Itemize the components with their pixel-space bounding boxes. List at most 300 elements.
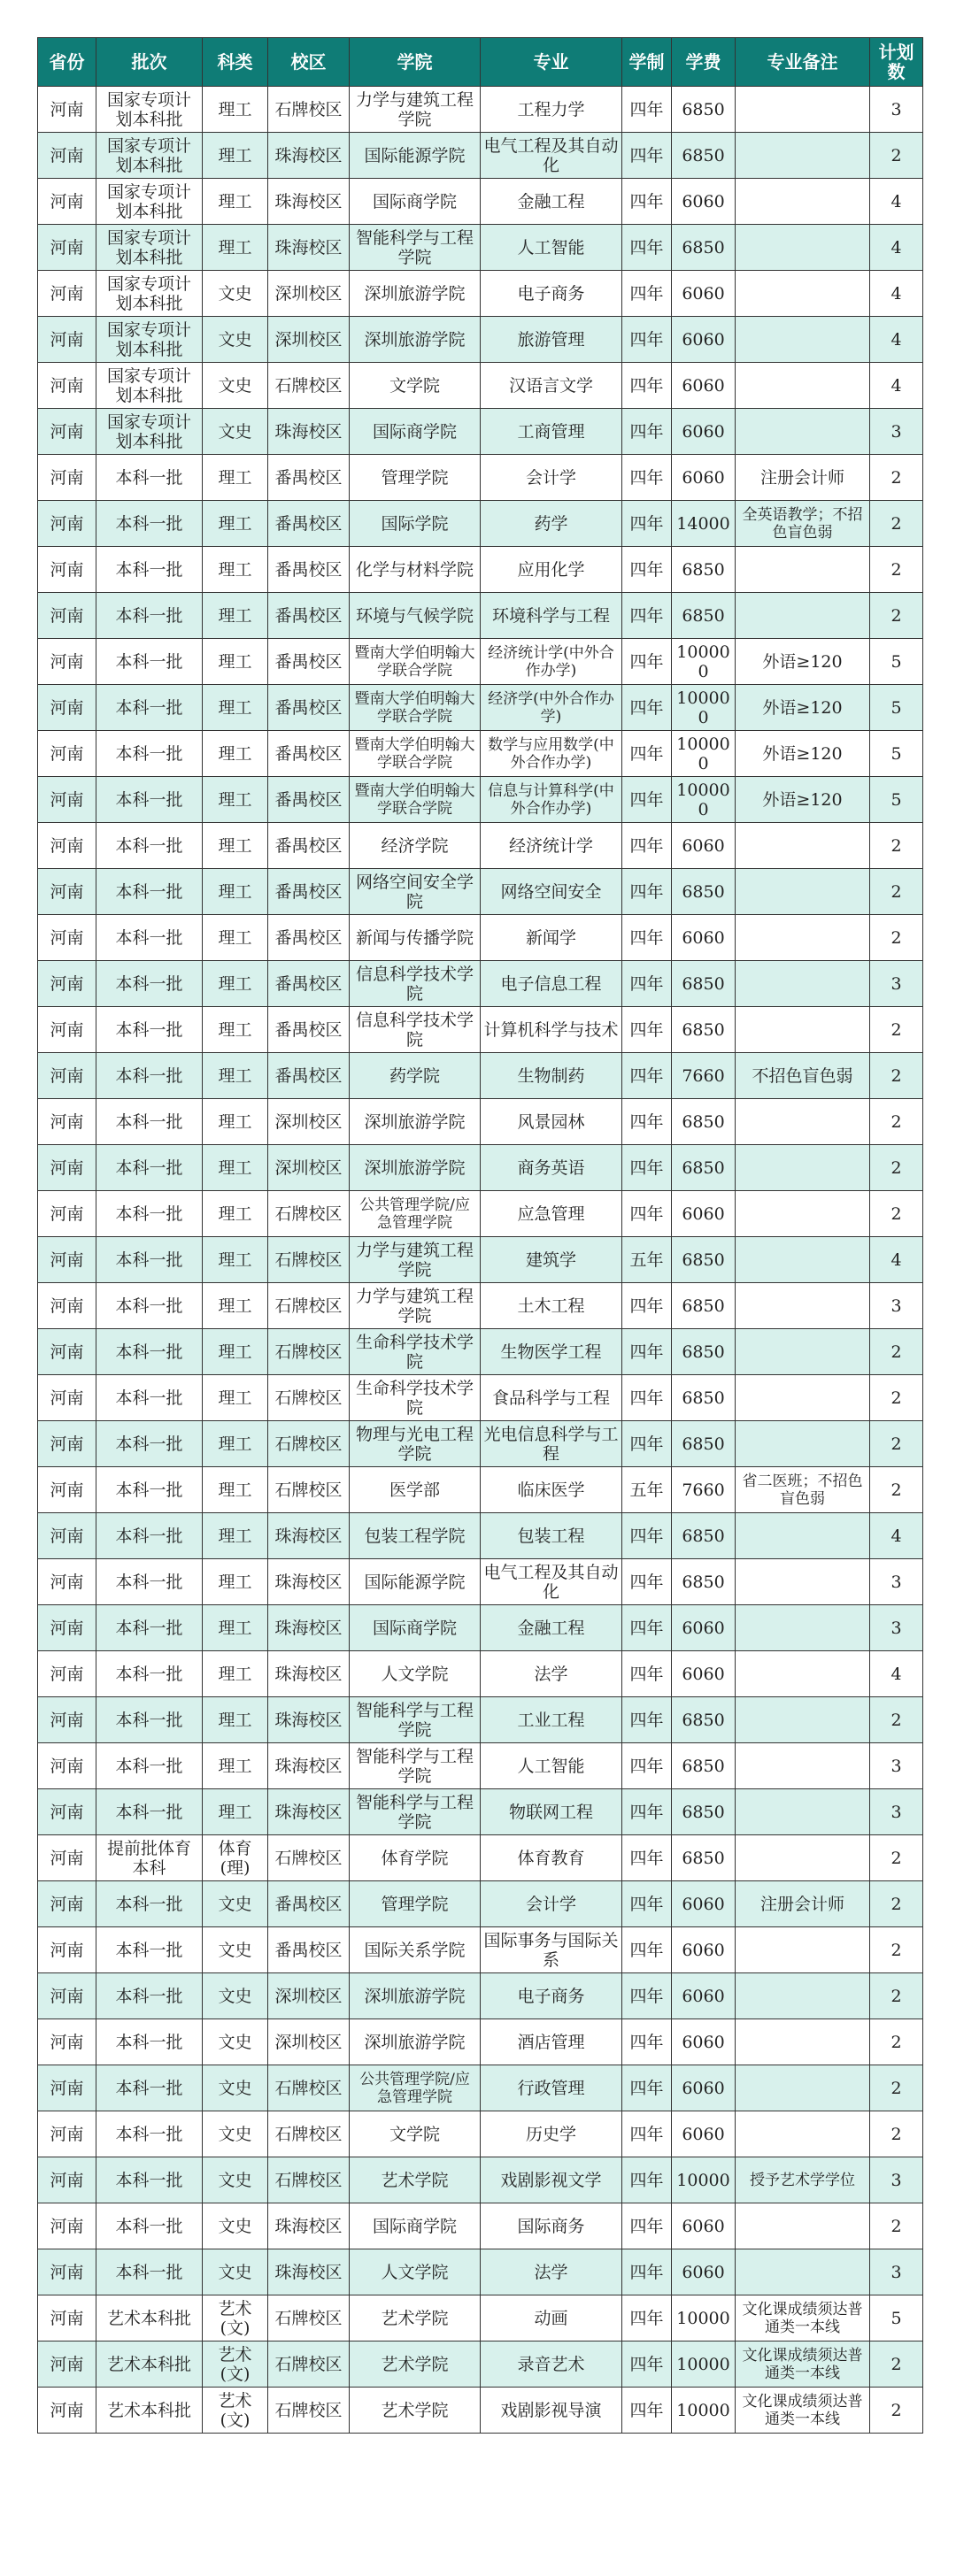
cell-major: 金融工程 <box>481 1605 622 1651</box>
cell-duration: 五年 <box>622 1467 672 1513</box>
cell-province: 河南 <box>38 1053 96 1099</box>
cell-remarks <box>736 317 870 363</box>
cell-category: 理工 <box>203 1651 268 1697</box>
cell-tuition: 10000 <box>672 2341 736 2388</box>
cell-tuition: 6060 <box>672 823 736 869</box>
cell-category: 理工 <box>203 639 268 685</box>
cell-major: 物联网工程 <box>481 1789 622 1835</box>
cell-category: 理工 <box>203 1145 268 1191</box>
cell-duration: 四年 <box>622 2111 672 2157</box>
cell-plan-count: 2 <box>870 455 923 501</box>
cell-campus: 番禺校区 <box>268 731 350 777</box>
cell-duration: 四年 <box>622 1835 672 1881</box>
cell-remarks <box>736 823 870 869</box>
cell-campus: 番禺校区 <box>268 501 350 547</box>
cell-duration: 四年 <box>622 2341 672 2388</box>
cell-plan-count: 2 <box>870 1697 923 1743</box>
cell-college: 国际商学院 <box>350 1605 481 1651</box>
cell-province: 河南 <box>38 1145 96 1191</box>
cell-remarks <box>736 1145 870 1191</box>
cell-campus: 珠海校区 <box>268 1513 350 1559</box>
cell-province: 河南 <box>38 777 96 823</box>
cell-category: 理工 <box>203 1329 268 1375</box>
cell-category: 理工 <box>203 179 268 225</box>
cell-plan-count: 2 <box>870 1973 923 2019</box>
cell-college: 文学院 <box>350 2111 481 2157</box>
cell-tuition: 6060 <box>672 2065 736 2111</box>
table-row <box>38 1651 923 1697</box>
cell-batch: 本科一批 <box>96 1283 203 1329</box>
cell-plan-count: 2 <box>870 1467 923 1513</box>
cell-campus: 石牌校区 <box>268 1191 350 1237</box>
cell-remarks <box>736 1927 870 1973</box>
cell-duration: 四年 <box>622 1191 672 1237</box>
cell-duration: 四年 <box>622 317 672 363</box>
cell-college: 公共管理学院/应急管理学院 <box>350 1191 481 1237</box>
cell-duration: 四年 <box>622 1789 672 1835</box>
cell-campus: 珠海校区 <box>268 1651 350 1697</box>
cell-major: 食品科学与工程 <box>481 1375 622 1421</box>
cell-province: 河南 <box>38 1927 96 1973</box>
cell-tuition: 100000 <box>672 639 736 685</box>
cell-province: 河南 <box>38 2065 96 2111</box>
cell-remarks: 注册会计师 <box>736 455 870 501</box>
cell-plan-count: 5 <box>870 639 923 685</box>
cell-category: 文史 <box>203 2157 268 2203</box>
cell-province: 河南 <box>38 823 96 869</box>
cell-major: 人工智能 <box>481 1743 622 1789</box>
cell-tuition: 6850 <box>672 225 736 271</box>
cell-college: 环境与气候学院 <box>350 593 481 639</box>
cell-tuition: 10000 <box>672 2295 736 2341</box>
cell-category: 理工 <box>203 1467 268 1513</box>
cell-college: 国际能源学院 <box>350 1559 481 1605</box>
cell-college: 公共管理学院/应急管理学院 <box>350 2065 481 2111</box>
cell-remarks: 省二医班；不招色盲色弱 <box>736 1467 870 1513</box>
cell-category: 文史 <box>203 2111 268 2157</box>
cell-college: 深圳旅游学院 <box>350 1145 481 1191</box>
cell-remarks: 全英语教学；不招色盲色弱 <box>736 501 870 547</box>
cell-plan-count: 5 <box>870 777 923 823</box>
table-row <box>38 1697 923 1743</box>
cell-province: 河南 <box>38 87 96 133</box>
cell-province: 河南 <box>38 1513 96 1559</box>
cell-campus: 石牌校区 <box>268 1375 350 1421</box>
cell-tuition: 7660 <box>672 1467 736 1513</box>
cell-major: 录音艺术 <box>481 2341 622 2388</box>
cell-remarks <box>736 869 870 915</box>
cell-campus: 石牌校区 <box>268 1329 350 1375</box>
cell-batch: 本科一批 <box>96 2203 203 2249</box>
cell-remarks <box>736 1421 870 1467</box>
cell-college: 人文学院 <box>350 1651 481 1697</box>
cell-tuition: 6060 <box>672 409 736 455</box>
column-header-tuition: 学费 <box>672 38 736 87</box>
cell-batch: 本科一批 <box>96 823 203 869</box>
column-header-category: 科类 <box>203 38 268 87</box>
cell-campus: 深圳校区 <box>268 271 350 317</box>
cell-college: 文学院 <box>350 363 481 409</box>
cell-remarks <box>736 87 870 133</box>
table-row <box>38 1375 923 1421</box>
cell-plan-count: 2 <box>870 2203 923 2249</box>
cell-duration: 四年 <box>622 685 672 731</box>
cell-province: 河南 <box>38 1191 96 1237</box>
cell-major: 临床医学 <box>481 1467 622 1513</box>
cell-duration: 四年 <box>622 1651 672 1697</box>
cell-batch: 本科一批 <box>96 685 203 731</box>
cell-college: 力学与建筑工程学院 <box>350 87 481 133</box>
cell-category: 理工 <box>203 1697 268 1743</box>
cell-batch: 本科一批 <box>96 1053 203 1099</box>
cell-remarks <box>736 961 870 1007</box>
cell-province: 河南 <box>38 1881 96 1927</box>
cell-major: 体育教育 <box>481 1835 622 1881</box>
cell-remarks <box>736 1973 870 2019</box>
cell-remarks <box>736 1283 870 1329</box>
cell-plan-count: 4 <box>870 1651 923 1697</box>
cell-batch: 提前批体育本科 <box>96 1835 203 1881</box>
cell-remarks <box>736 2203 870 2249</box>
cell-tuition: 6060 <box>672 1605 736 1651</box>
cell-batch: 本科一批 <box>96 2249 203 2295</box>
cell-campus: 番禺校区 <box>268 915 350 961</box>
cell-plan-count: 4 <box>870 317 923 363</box>
column-header-duration: 学制 <box>622 38 672 87</box>
cell-college: 力学与建筑工程学院 <box>350 1237 481 1283</box>
cell-major: 经济统计学(中外合作办学) <box>481 639 622 685</box>
cell-campus: 珠海校区 <box>268 2203 350 2249</box>
table-row <box>38 777 923 823</box>
cell-batch: 国家专项计划本科批 <box>96 409 203 455</box>
cell-campus: 石牌校区 <box>268 1283 350 1329</box>
cell-remarks <box>736 547 870 593</box>
cell-tuition: 14000 <box>672 501 736 547</box>
cell-batch: 本科一批 <box>96 1651 203 1697</box>
cell-category: 理工 <box>203 915 268 961</box>
cell-remarks <box>736 1559 870 1605</box>
cell-province: 河南 <box>38 2157 96 2203</box>
cell-college: 智能科学与工程学院 <box>350 225 481 271</box>
cell-duration: 四年 <box>622 2065 672 2111</box>
cell-plan-count: 5 <box>870 731 923 777</box>
cell-college: 暨南大学伯明翰大学联合学院 <box>350 685 481 731</box>
cell-province: 河南 <box>38 593 96 639</box>
table-row <box>38 1145 923 1191</box>
cell-batch: 本科一批 <box>96 731 203 777</box>
cell-category: 文史 <box>203 363 268 409</box>
cell-category: 理工 <box>203 823 268 869</box>
cell-college: 暨南大学伯明翰大学联合学院 <box>350 777 481 823</box>
cell-province: 河南 <box>38 1375 96 1421</box>
cell-campus: 珠海校区 <box>268 133 350 179</box>
cell-campus: 珠海校区 <box>268 1559 350 1605</box>
cell-tuition: 6060 <box>672 2203 736 2249</box>
cell-batch: 本科一批 <box>96 547 203 593</box>
table-row <box>38 1559 923 1605</box>
cell-college: 艺术学院 <box>350 2157 481 2203</box>
cell-duration: 四年 <box>622 1559 672 1605</box>
cell-major: 计算机科学与技术 <box>481 1007 622 1053</box>
cell-category: 理工 <box>203 1191 268 1237</box>
cell-major: 数学与应用数学(中外合作办学) <box>481 731 622 777</box>
cell-college: 智能科学与工程学院 <box>350 1743 481 1789</box>
cell-province: 河南 <box>38 501 96 547</box>
cell-tuition: 6850 <box>672 1375 736 1421</box>
cell-batch: 本科一批 <box>96 869 203 915</box>
cell-category: 艺术(文) <box>203 2295 268 2341</box>
cell-remarks <box>736 1191 870 1237</box>
cell-plan-count: 3 <box>870 1559 923 1605</box>
cell-duration: 四年 <box>622 501 672 547</box>
cell-batch: 本科一批 <box>96 1927 203 1973</box>
cell-major: 应急管理 <box>481 1191 622 1237</box>
cell-campus: 番禺校区 <box>268 869 350 915</box>
cell-campus: 石牌校区 <box>268 1835 350 1881</box>
cell-category: 文史 <box>203 1881 268 1927</box>
cell-duration: 四年 <box>622 1927 672 1973</box>
table-row <box>38 2065 923 2111</box>
cell-major: 生物医学工程 <box>481 1329 622 1375</box>
cell-plan-count: 2 <box>870 2019 923 2065</box>
cell-college: 新闻与传播学院 <box>350 915 481 961</box>
cell-major: 生物制药 <box>481 1053 622 1099</box>
cell-remarks <box>736 1743 870 1789</box>
table-row <box>38 2388 923 2434</box>
cell-major: 工业工程 <box>481 1697 622 1743</box>
cell-college: 生命科学技术学院 <box>350 1329 481 1375</box>
cell-campus: 珠海校区 <box>268 2249 350 2295</box>
table-row <box>38 271 923 317</box>
cell-plan-count: 3 <box>870 2157 923 2203</box>
cell-batch: 国家专项计划本科批 <box>96 133 203 179</box>
cell-category: 理工 <box>203 1513 268 1559</box>
cell-remarks <box>736 1329 870 1375</box>
cell-batch: 本科一批 <box>96 1513 203 1559</box>
cell-duration: 四年 <box>622 133 672 179</box>
cell-college: 国际关系学院 <box>350 1927 481 1973</box>
cell-batch: 国家专项计划本科批 <box>96 225 203 271</box>
cell-remarks <box>736 409 870 455</box>
cell-plan-count: 2 <box>870 2111 923 2157</box>
cell-plan-count: 3 <box>870 1789 923 1835</box>
table-row <box>38 961 923 1007</box>
table-row <box>38 593 923 639</box>
cell-province: 河南 <box>38 133 96 179</box>
cell-duration: 四年 <box>622 593 672 639</box>
cell-major: 电气工程及其自动化 <box>481 1559 622 1605</box>
cell-college: 信息科学技术学院 <box>350 1007 481 1053</box>
cell-remarks <box>736 271 870 317</box>
cell-batch: 国家专项计划本科批 <box>96 317 203 363</box>
cell-plan-count: 3 <box>870 2249 923 2295</box>
cell-duration: 四年 <box>622 1283 672 1329</box>
cell-duration: 四年 <box>622 731 672 777</box>
cell-remarks: 授予艺术学学位 <box>736 2157 870 2203</box>
table-row <box>38 1835 923 1881</box>
table-row <box>38 2019 923 2065</box>
cell-plan-count: 4 <box>870 271 923 317</box>
cell-tuition: 6060 <box>672 1191 736 1237</box>
cell-plan-count: 2 <box>870 501 923 547</box>
cell-college: 深圳旅游学院 <box>350 1973 481 2019</box>
cell-campus: 珠海校区 <box>268 1789 350 1835</box>
cell-plan-count: 3 <box>870 87 923 133</box>
cell-tuition: 6060 <box>672 1881 736 1927</box>
cell-province: 河南 <box>38 1789 96 1835</box>
cell-major: 药学 <box>481 501 622 547</box>
cell-plan-count: 4 <box>870 225 923 271</box>
cell-remarks <box>736 1789 870 1835</box>
cell-category: 体育(理) <box>203 1835 268 1881</box>
cell-college: 智能科学与工程学院 <box>350 1789 481 1835</box>
cell-batch: 本科一批 <box>96 593 203 639</box>
cell-college: 物理与光电工程学院 <box>350 1421 481 1467</box>
cell-plan-count: 2 <box>870 2065 923 2111</box>
cell-plan-count: 2 <box>870 547 923 593</box>
cell-province: 河南 <box>38 1099 96 1145</box>
cell-tuition: 6850 <box>672 1421 736 1467</box>
cell-campus: 番禺校区 <box>268 593 350 639</box>
cell-major: 法学 <box>481 2249 622 2295</box>
cell-major: 工程力学 <box>481 87 622 133</box>
cell-province: 河南 <box>38 2111 96 2157</box>
table-row <box>38 1283 923 1329</box>
cell-plan-count: 5 <box>870 685 923 731</box>
cell-category: 理工 <box>203 225 268 271</box>
cell-major: 汉语言文学 <box>481 363 622 409</box>
cell-tuition: 10000 <box>672 2388 736 2434</box>
cell-duration: 四年 <box>622 1973 672 2019</box>
cell-tuition: 6850 <box>672 1697 736 1743</box>
cell-remarks: 文化课成绩须达普通类一本线 <box>736 2295 870 2341</box>
cell-major: 土木工程 <box>481 1283 622 1329</box>
cell-remarks <box>736 593 870 639</box>
cell-batch: 本科一批 <box>96 1605 203 1651</box>
cell-duration: 四年 <box>622 1329 672 1375</box>
cell-batch: 本科一批 <box>96 961 203 1007</box>
cell-campus: 番禺校区 <box>268 777 350 823</box>
cell-category: 理工 <box>203 1789 268 1835</box>
table-row <box>38 225 923 271</box>
cell-province: 河南 <box>38 2295 96 2341</box>
cell-remarks <box>736 2065 870 2111</box>
cell-campus: 石牌校区 <box>268 2341 350 2388</box>
cell-college: 艺术学院 <box>350 2295 481 2341</box>
cell-college: 艺术学院 <box>350 2388 481 2434</box>
cell-batch: 国家专项计划本科批 <box>96 87 203 133</box>
cell-campus: 石牌校区 <box>268 1467 350 1513</box>
cell-category: 艺术(文) <box>203 2341 268 2388</box>
cell-province: 河南 <box>38 409 96 455</box>
table-row <box>38 1237 923 1283</box>
cell-category: 理工 <box>203 1375 268 1421</box>
cell-batch: 本科一批 <box>96 1789 203 1835</box>
cell-college: 管理学院 <box>350 1881 481 1927</box>
cell-duration: 四年 <box>622 2019 672 2065</box>
cell-remarks <box>736 2249 870 2295</box>
cell-category: 文史 <box>203 2249 268 2295</box>
cell-batch: 本科一批 <box>96 2111 203 2157</box>
cell-duration: 四年 <box>622 1697 672 1743</box>
cell-batch: 本科一批 <box>96 1145 203 1191</box>
cell-campus: 珠海校区 <box>268 409 350 455</box>
cell-plan-count: 3 <box>870 1743 923 1789</box>
cell-duration: 五年 <box>622 1237 672 1283</box>
table-row <box>38 317 923 363</box>
cell-province: 河南 <box>38 731 96 777</box>
cell-category: 理工 <box>203 685 268 731</box>
cell-campus: 番禺校区 <box>268 961 350 1007</box>
cell-tuition: 6850 <box>672 87 736 133</box>
cell-category: 文史 <box>203 409 268 455</box>
table-row <box>38 1421 923 1467</box>
column-header-college: 学院 <box>350 38 481 87</box>
cell-duration: 四年 <box>622 455 672 501</box>
cell-campus: 珠海校区 <box>268 1697 350 1743</box>
cell-college: 网络空间安全学院 <box>350 869 481 915</box>
cell-tuition: 6850 <box>672 547 736 593</box>
cell-category: 理工 <box>203 1421 268 1467</box>
cell-province: 河南 <box>38 271 96 317</box>
cell-duration: 四年 <box>622 961 672 1007</box>
table-row <box>38 685 923 731</box>
cell-batch: 本科一批 <box>96 1881 203 1927</box>
cell-plan-count: 2 <box>870 2388 923 2434</box>
cell-duration: 四年 <box>622 2157 672 2203</box>
cell-plan-count: 2 <box>870 1835 923 1881</box>
cell-major: 国际事务与国际关系 <box>481 1927 622 1973</box>
cell-tuition: 6060 <box>672 455 736 501</box>
cell-province: 河南 <box>38 1237 96 1283</box>
cell-batch: 本科一批 <box>96 1007 203 1053</box>
cell-province: 河南 <box>38 1835 96 1881</box>
cell-batch: 本科一批 <box>96 455 203 501</box>
table-row <box>38 1973 923 2019</box>
cell-plan-count: 2 <box>870 1329 923 1375</box>
cell-college: 国际商学院 <box>350 179 481 225</box>
table-row <box>38 1007 923 1053</box>
cell-college: 深圳旅游学院 <box>350 2019 481 2065</box>
table-row <box>38 869 923 915</box>
cell-major: 国际商务 <box>481 2203 622 2249</box>
cell-batch: 本科一批 <box>96 2019 203 2065</box>
cell-duration: 四年 <box>622 1375 672 1421</box>
table-row <box>38 501 923 547</box>
cell-college: 国际学院 <box>350 501 481 547</box>
cell-province: 河南 <box>38 685 96 731</box>
cell-tuition: 100000 <box>672 777 736 823</box>
cell-batch: 本科一批 <box>96 1743 203 1789</box>
cell-tuition: 6060 <box>672 317 736 363</box>
cell-major: 酒店管理 <box>481 2019 622 2065</box>
cell-tuition: 6850 <box>672 593 736 639</box>
cell-province: 河南 <box>38 1007 96 1053</box>
cell-campus: 珠海校区 <box>268 179 350 225</box>
table-row <box>38 1743 923 1789</box>
cell-duration: 四年 <box>622 777 672 823</box>
cell-tuition: 6060 <box>672 1651 736 1697</box>
cell-remarks <box>736 179 870 225</box>
cell-remarks <box>736 2111 870 2157</box>
table-row <box>38 1191 923 1237</box>
cell-remarks <box>736 2019 870 2065</box>
cell-major: 包装工程 <box>481 1513 622 1559</box>
cell-plan-count: 2 <box>870 1145 923 1191</box>
cell-plan-count: 2 <box>870 1007 923 1053</box>
cell-plan-count: 2 <box>870 2341 923 2388</box>
table-row <box>38 1329 923 1375</box>
